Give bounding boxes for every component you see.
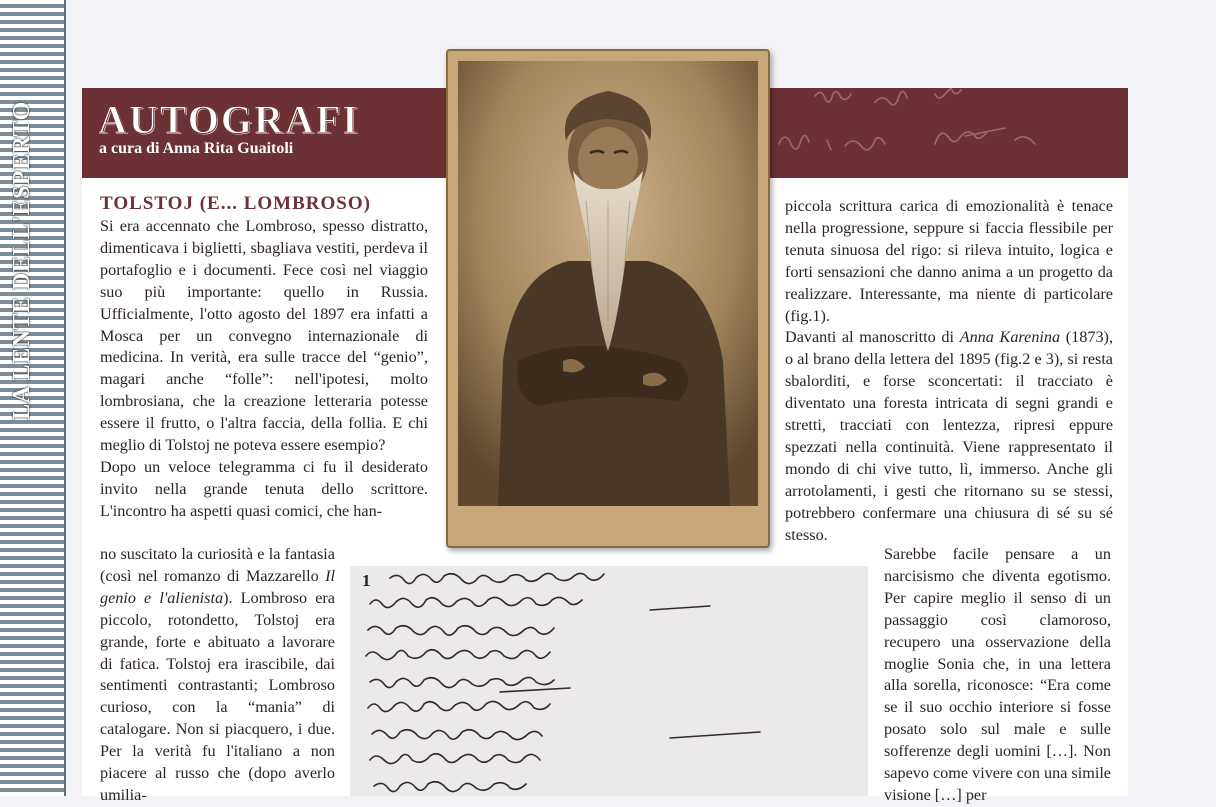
article-right-narrow-column [884,544,1111,807]
handwriting-decoration [775,88,1125,178]
section-side-title: LA LENTE DELL'ESPERTO [8,100,35,420]
article-left-column [100,216,428,523]
manuscript-image [350,566,868,796]
paragraph: Sarebbe facile pensare a un narcisismo che diventa egotismo. Per capire meglio il senso di un passaggio così clamoroso, recupero una osservazione della moglie Sonia che, in una lettera alla sorella, riconosce: “Era come se il suo occhio interiore si fosse posato solo sul male e sulle sofferenze degli uomini […]. Non sapevo come vivere con una simile visione […] per [884,545,1111,804]
article-right-column [785,196,1113,547]
page-subtitle: a cura di Anna Rita Guaitoli [99,140,294,157]
article-left-narrow-column [100,544,335,807]
article-heading: TOLSTOJ (E... LOMBROSO) [100,193,371,214]
figure-number: 1 [362,571,371,590]
paragraph: no suscitato la curiosità e la fantasia (così nel romanzo di Mazzarello Il genio e l'alienista). Lombroso era piccolo, rotondetto, Tolstoj era grande, forte e abituato a lavorare di fatica. Tolstoj era irascibile, dai sentimenti contrastanti; Lombroso curioso, con la “mania” di catalogare. Non si piacquero, i due. Per la verità fu l'italiano a non piacere al russo che (dopo averlo umilia- [100,545,335,804]
portrait-image [458,61,758,506]
page-title: AUTOGRAFI [98,97,360,142]
paragraph: Si era accennato che Lombroso, spesso distratto, dimenticava i biglietti, sbagliava vestiti, perdeva il portafoglio e i documenti. Fece così nel viaggio suo più importante: quello in Russia. Ufficialmente, l'otto agosto del 1897 era infatti a Mosca per un convegno internazionale di medicina. In verità, era sulle tracce del “genio”, magari anche “folle”: nell'ipotesi, molto lombrosiana, che la creazione letteraria potesse essere il frutto, o l'altra faccia, della follia. E chi meglio di Tolstoj ne poteva essere esempio? [100,217,428,455]
paragraph: Davanti al manoscritto di Anna Karenina (1873), o al brano della lettera del 1895 (fig.2 e 3), si resta sbalorditi, e forse sconcertati: il tracciato è diventato una foresta intricata di segni grandi e stretti, tracciati con lentezza, ripresi eppure spezzati nella continuità. Viene rappresentato il mondo di chi vive tutto, lì, immerso. Anche gli arrotolamenti, i gesti che ritornano su se stessi, potrebbero confermare una chiusura di sé su sé stesso. [785,328,1113,544]
paragraph: Dopo un veloce telegramma ci fu il desiderato invito nella grande tenuta dello scrittore. L'incontro ha aspetti quasi comici, che han- [100,457,428,520]
portrait-photo [446,49,770,548]
paragraph: piccola scrittura carica di emozionalità è tenace nella progressione, seppure si faccia flessibile per tenuta sinuosa del rigo: si rileva intuito, logica e forti sensazioni che danno anima a un progetto da realizzare. Interessante, ma niente di particolare (fig.1). [785,197,1113,325]
